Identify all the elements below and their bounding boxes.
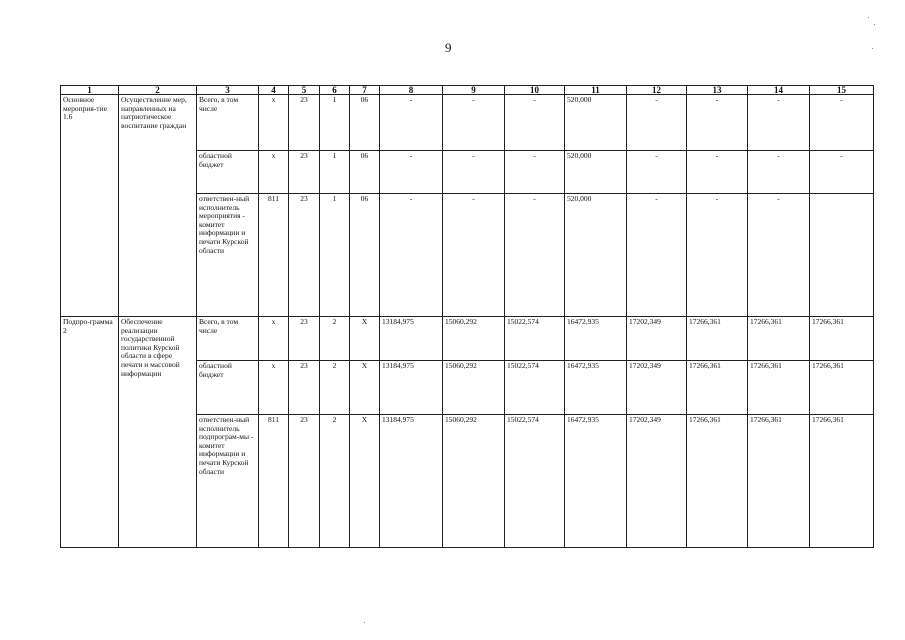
value-cell: 520,000 [565, 194, 627, 317]
table-row [61, 95, 874, 151]
value-cell: 17202,349 [627, 415, 687, 548]
value-cell: 17266,361 [687, 317, 748, 361]
value-cell: 15022,574 [505, 317, 565, 361]
column-header-3: 3 [197, 86, 259, 95]
value-cell: 17266,361 [810, 361, 874, 415]
value-cell: 1 [320, 95, 350, 151]
funding-source-cell: ответствен-ный исполнитель мероприятия - комитет информации и печати Курской области [197, 194, 259, 317]
funding-source-cell: ответствен-ный исполнитель подпрограм-мы - комитет информации и печати Курской области [197, 415, 259, 548]
value-cell: - [627, 95, 687, 151]
value-cell: x [259, 151, 289, 194]
value-cell: 13184,975 [380, 317, 443, 361]
value-cell: 23 [289, 361, 320, 415]
value-cell: - [380, 194, 443, 317]
value-cell: 17266,361 [748, 415, 810, 548]
header-row [61, 86, 874, 95]
value-cell: X [350, 415, 380, 548]
column-header-11: 11 [565, 86, 627, 95]
value-cell: 811 [259, 194, 289, 317]
funding-source-cell: областной бюджет [197, 151, 259, 194]
value-cell: - [627, 194, 687, 317]
scan-speck [364, 622, 365, 623]
value-cell: 15022,574 [505, 361, 565, 415]
value-cell: 13184,975 [380, 415, 443, 548]
value-cell: - [687, 95, 748, 151]
column-header-1: 1 [61, 86, 119, 95]
column-header-8: 8 [380, 86, 443, 95]
value-cell: 16472,935 [565, 415, 627, 548]
value-cell: 2 [320, 415, 350, 548]
value-cell: 06 [350, 194, 380, 317]
value-cell: 1 [320, 194, 350, 317]
value-cell: 16472,935 [565, 317, 627, 361]
value-cell: - [748, 151, 810, 194]
value-cell: X [350, 317, 380, 361]
value-cell: 06 [350, 151, 380, 194]
value-cell: - [443, 194, 505, 317]
value-cell: x [259, 317, 289, 361]
value-cell: - [748, 194, 810, 317]
program-code-cell: Основное мероприя-тие 1.6 [61, 95, 119, 317]
value-cell: 520,000 [565, 95, 627, 151]
value-cell: 2 [320, 361, 350, 415]
column-header-12: 12 [627, 86, 687, 95]
value-cell: - [443, 151, 505, 194]
value-cell: x [259, 361, 289, 415]
value-cell: - [687, 194, 748, 317]
value-cell: 13184,975 [380, 361, 443, 415]
value-cell: 23 [289, 194, 320, 317]
value-cell: 1 [320, 151, 350, 194]
value-cell: 16472,935 [565, 361, 627, 415]
scan-speck [874, 24, 875, 25]
value-cell: 811 [259, 415, 289, 548]
value-cell: - [505, 151, 565, 194]
value-cell: 17202,349 [627, 361, 687, 415]
value-cell: 17266,361 [810, 317, 874, 361]
program-name-cell: Осуществление мер, направленных на патриотическое воспитание граждан [119, 95, 197, 317]
value-cell: - [810, 95, 874, 151]
value-cell: - [443, 95, 505, 151]
value-cell: 15022,574 [505, 415, 565, 548]
value-cell: X [350, 361, 380, 415]
table-row [61, 317, 874, 361]
value-cell: 17266,361 [687, 415, 748, 548]
scan-speck [868, 17, 869, 18]
column-header-4: 4 [259, 86, 289, 95]
value-cell: 23 [289, 317, 320, 361]
budget-table [60, 85, 874, 548]
value-cell: - [810, 151, 874, 194]
value-cell: 17266,361 [748, 317, 810, 361]
value-cell: 520,000 [565, 151, 627, 194]
column-header-9: 9 [443, 86, 505, 95]
column-header-13: 13 [687, 86, 748, 95]
value-cell: - [505, 194, 565, 317]
value-cell: 17266,361 [748, 361, 810, 415]
value-cell: 17266,361 [810, 415, 874, 548]
funding-source-cell: Всего, в том числе [197, 317, 259, 361]
value-cell: 15060,292 [443, 361, 505, 415]
value-cell [810, 194, 874, 317]
value-cell: 06 [350, 95, 380, 151]
column-header-2: 2 [119, 86, 197, 95]
column-header-10: 10 [505, 86, 565, 95]
value-cell: - [380, 151, 443, 194]
value-cell: - [505, 95, 565, 151]
funding-source-cell: Всего, в том числе [197, 95, 259, 151]
value-cell: 17266,361 [687, 361, 748, 415]
column-header-5: 5 [289, 86, 320, 95]
value-cell: - [627, 151, 687, 194]
funding-source-cell: областной бюджет [197, 361, 259, 415]
page-number: 9 [445, 40, 452, 55]
value-cell: 17202,349 [627, 317, 687, 361]
value-cell: - [748, 95, 810, 151]
value-cell: - [687, 151, 748, 194]
value-cell: 15060,292 [443, 415, 505, 548]
column-header-7: 7 [350, 86, 380, 95]
column-header-14: 14 [748, 86, 810, 95]
value-cell: 2 [320, 317, 350, 361]
value-cell: 23 [289, 151, 320, 194]
program-code-cell: Подпро-грамма 2 [61, 317, 119, 548]
value-cell: - [380, 95, 443, 151]
program-name-cell: Обеспечение реализации государственной политики Курской области в сфере печати и массовой информации [119, 317, 197, 548]
value-cell: 23 [289, 95, 320, 151]
table-body [61, 95, 874, 548]
column-header-6: 6 [320, 86, 350, 95]
value-cell: x [259, 95, 289, 151]
value-cell: 23 [289, 415, 320, 548]
column-header-15: 15 [810, 86, 874, 95]
value-cell: 15060,292 [443, 317, 505, 361]
scan-speck [872, 48, 873, 49]
